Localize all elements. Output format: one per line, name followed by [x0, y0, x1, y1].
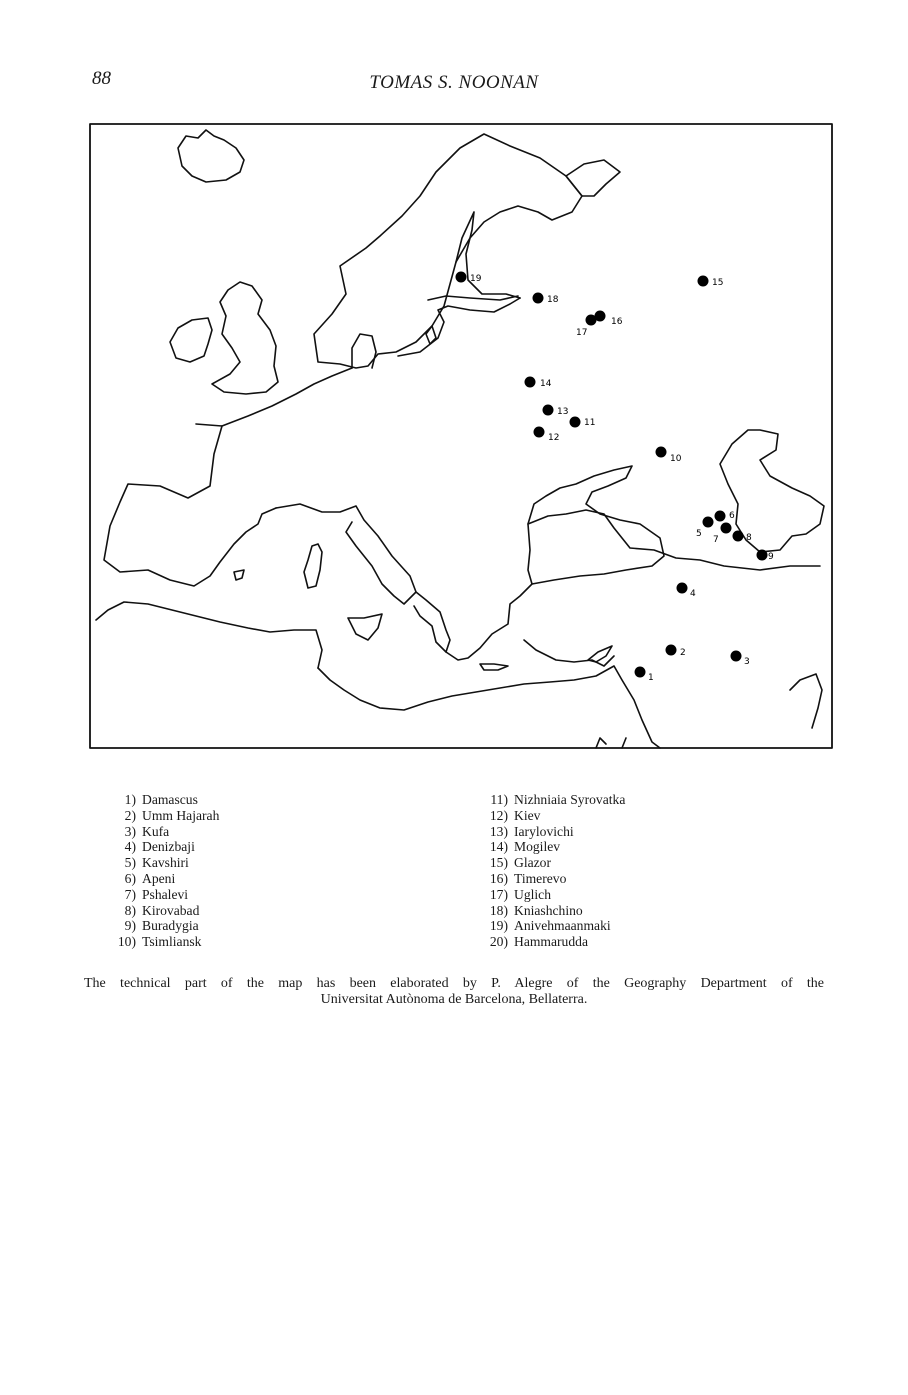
persian-gulf-outline: [790, 674, 822, 728]
legend-number: 17): [489, 886, 508, 902]
iceland-outline: [178, 130, 244, 182]
legend-number: 19): [489, 918, 508, 934]
levant-egypt-coast: [318, 666, 660, 748]
legend-site-name: Nizhniaia Syrovatka: [514, 792, 626, 807]
legend-site-name: Uglich: [514, 886, 551, 902]
map-svg: [88, 122, 834, 752]
site-marker-1: [635, 667, 646, 678]
site-label-11: 11: [584, 418, 596, 428]
site-label-19: 19: [470, 274, 482, 284]
legend-site-name: Kufa: [142, 823, 170, 839]
legend-site-name: Umm Hajarah: [142, 807, 220, 823]
legend-item: [478, 918, 625, 934]
legend-number: 4): [124, 839, 136, 855]
sicily-outline: [348, 614, 382, 640]
red-sea-outline: [596, 738, 626, 748]
gulf-of-finland-outline: [428, 296, 518, 300]
iberia-outline: [104, 426, 276, 586]
legend-number: 5): [124, 855, 136, 871]
legend-number: 2): [124, 807, 136, 823]
legend-item: [106, 855, 219, 871]
site-label-14: 14: [540, 379, 552, 389]
site-marker-7: [721, 523, 732, 534]
legend-item: [106, 792, 219, 808]
legend-right-column: [478, 792, 625, 950]
site-label-18: 18: [547, 295, 559, 305]
site-label-12: 12: [548, 433, 560, 443]
legend-left-column: [106, 792, 219, 950]
site-marker-8: [733, 531, 744, 542]
site-marker-13: [543, 405, 554, 416]
legend-item: [478, 808, 625, 824]
site-label-7: 7: [713, 535, 719, 545]
site-label-6: 6: [729, 511, 735, 521]
legend-number: 15): [489, 855, 508, 871]
mediterranean-north-coast: [276, 504, 416, 604]
legend-site-name: Hammarudda: [514, 934, 588, 950]
site-marker-18: [533, 293, 544, 304]
north-africa-coast: [96, 602, 322, 668]
black-sea-outline: [528, 466, 664, 584]
legend-item: [106, 887, 219, 903]
kola-peninsula-outline: [566, 160, 620, 196]
site-marker-3: [731, 651, 742, 662]
legend-item: [478, 839, 625, 855]
legend-item: [478, 855, 625, 871]
legend-number: 11): [490, 792, 508, 807]
site-label-13: 13: [557, 407, 569, 417]
site-label-10: 10: [670, 454, 682, 464]
legend-number: 3): [124, 823, 136, 839]
balearic-island: [234, 570, 244, 580]
crete-outline: [480, 664, 508, 670]
legend-site-name: Anivehmaanmaki: [514, 918, 611, 934]
baltic-east-coast-outline: [398, 298, 520, 356]
legend-number: 12): [489, 807, 508, 823]
site-marker-2: [666, 645, 677, 656]
legend-number: 20): [489, 934, 508, 950]
legend-site-name: Kavshiri: [142, 855, 189, 871]
map-figure: [88, 122, 834, 752]
legend-item: [478, 824, 625, 840]
map-border: [90, 124, 832, 748]
site-label-15: 15: [712, 278, 724, 288]
running-head: TOMAS S. NOONAN: [369, 72, 539, 93]
legend-item: [478, 792, 625, 808]
legend-item: [106, 871, 219, 887]
legend-site-name: Mogilev: [514, 839, 561, 855]
italy-heel-outline: [414, 592, 450, 652]
legend-number: 14): [489, 839, 508, 855]
legend-number: 13): [489, 823, 508, 839]
legend-number: 18): [489, 902, 508, 918]
jutland-outline: [352, 334, 376, 368]
legend-site-name: Kniashchino: [514, 902, 583, 918]
site-marker-6: [715, 511, 726, 522]
legend-number: 10): [117, 934, 136, 950]
legend-site-name: Iarylovichi: [514, 823, 574, 839]
site-label-8: 8: [746, 533, 752, 543]
sardinia-corsica: [304, 544, 322, 588]
anatolia-south-coast: [524, 640, 614, 666]
legend-site-name: Kirovabad: [142, 902, 200, 918]
legend-site-name: Damascus: [142, 792, 198, 807]
legend-site-name: Apeni: [142, 870, 176, 886]
site-label-9: 9: [768, 552, 774, 562]
legend-item: [478, 871, 625, 887]
legend-item: [106, 824, 219, 840]
site-label-3: 3: [744, 657, 750, 667]
site-marker-14: [525, 377, 536, 388]
map-credit: [84, 976, 824, 1008]
site-marker-15: [698, 276, 709, 287]
legend-item: [106, 839, 219, 855]
legend-site-name: Buradygia: [142, 918, 199, 934]
legend-item: [106, 808, 219, 824]
legend-site-name: Denizbaji: [142, 839, 195, 855]
legend-item: [478, 934, 625, 950]
legend-item: [478, 887, 625, 903]
site-markers: [456, 272, 775, 684]
legend-number: 8): [124, 902, 136, 918]
site-label-5: 5: [696, 529, 702, 539]
legend-site-name: Kiev: [514, 807, 541, 823]
site-marker-9: [757, 550, 768, 561]
continent-north-coast: [196, 368, 352, 426]
legend-site-name: Timerevo: [514, 870, 567, 886]
legend-number: 16): [489, 870, 508, 886]
site-marker-4: [677, 583, 688, 594]
bothnia-coast-outline: [456, 212, 520, 298]
balkans-coast-outline: [446, 510, 820, 660]
ireland-outline: [170, 318, 212, 362]
site-label-16: 16: [611, 317, 623, 327]
site-marker-19: [456, 272, 467, 283]
legend-site-name: Pshalevi: [142, 886, 189, 902]
legend-number: 1): [124, 792, 136, 807]
site-label-17: 17: [576, 328, 588, 338]
site-marker-10: [656, 447, 667, 458]
legend-site-name: Tsimliansk: [142, 934, 202, 950]
site-label-4: 4: [690, 589, 696, 599]
legend-number: 9): [124, 918, 136, 934]
legend-item: [106, 918, 219, 934]
legend-number: 6): [124, 870, 136, 886]
site-label-1: 1: [648, 673, 654, 683]
site-marker-12: [534, 427, 545, 438]
scandinavia-outline: [314, 134, 582, 368]
credit-line-1: The technical part of the map has been elaborated by P. Alegre of the Geography Department of the: [84, 976, 824, 991]
credit-line-2: Universitat Autònoma de Barcelona, Bellaterra.: [320, 992, 588, 1007]
site-label-2: 2: [680, 648, 686, 658]
legend-site-name: Glazor: [514, 855, 551, 871]
site-marker-5: [703, 517, 714, 528]
legend-item: [106, 934, 219, 950]
legend-item: [478, 903, 625, 919]
page-number: 88: [92, 68, 111, 89]
site-marker-17: [586, 315, 597, 326]
site-marker-11: [570, 417, 581, 428]
legend-number: 7): [124, 886, 136, 902]
legend-item: [106, 903, 219, 919]
great-britain-outline: [212, 282, 278, 394]
